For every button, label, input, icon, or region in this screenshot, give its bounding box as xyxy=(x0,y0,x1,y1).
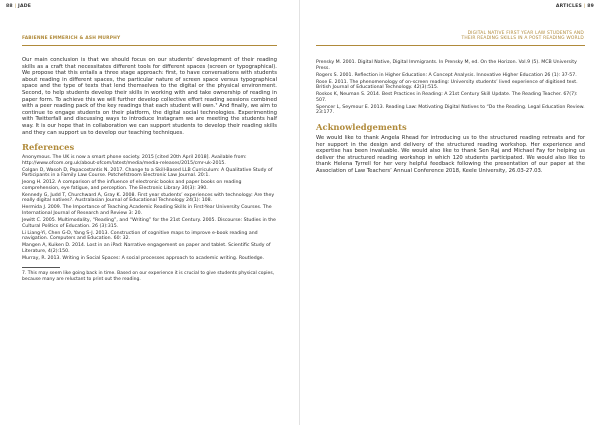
right-header-rule xyxy=(316,45,585,46)
references-heading: References xyxy=(22,142,75,153)
conclusion-paragraph: Our main conclusion is that we should focus on our students’ development of their reading skills as a craft that necessitates different tools for different spaces (screen or typographical). We propose that this entails a three stage approach: first, to have conversations with students about reading in different spaces, the particular nature of screen space versus typographical space and the type of texts that lend themselves to the digital or the physical environment. Second, to help students develop their skills in working with and take ownership of reading in paper form. To achieve this we will further develop collective effort reading sessions combined with a peer reading pack of the key readings that each student will own.⁷ And finally, we aim to continue to engage students on their platform, the digital social technologies. Experimenting with Twitterfall and discussing ways to introduce Instagram we are meeting the students half way. It is our hope that in collaboration we can support students to develop their reading skills and they can support us to develop our teaching techniques. xyxy=(22,57,277,136)
left-running-head: FABIENNE EMMERICH & ASH MURPHY xyxy=(22,36,121,41)
left-column xyxy=(22,57,277,282)
left-header-rule xyxy=(22,45,277,46)
right-running-head xyxy=(461,31,584,42)
reference-item: Li Liang-Yi, Chen G-D, Yang S-J. 2013. Construction of cognitive maps to improve e-book reading and navigation. Computers and Education. 60: 32. xyxy=(22,230,258,242)
left-reference-list xyxy=(22,155,277,261)
reference-item: Anonymous. The UK is now a smart phone society. 2015 [cited 20th April 2018]. Available from: http://www.ofcom.org.uk/about-ofcom/latest/media/media-releases/2015/cmr-uk-2015. xyxy=(22,155,247,166)
folio-separator: | xyxy=(583,4,588,9)
reference-item: Hermida J. 2009. The Importance of Teaching Academic Reading Skills in First-Year University Courses. The International Journal of Research and Review 3: 20. xyxy=(22,205,272,217)
right-page-number: 89 xyxy=(587,4,594,9)
reference-item: Mangen A, Kuiken D. 2014. Lost in an iPad: Narrative engagement on paper and tablet. Scientific Study of Literature, 4(2):150. xyxy=(22,243,271,254)
right-page xyxy=(300,0,600,425)
reference-item: Jeong H. 2012. A comparison of the influence of electronic books and paper books on reading comprehension, eye fatigue, and perception. The Electronic Library 30(3): 390. xyxy=(22,180,242,191)
running-head-line-2: THEIR READING SKILLS IN A POST READING WORLD xyxy=(461,36,584,42)
right-column xyxy=(316,60,585,174)
left-folio xyxy=(6,4,31,9)
folio-separator: | xyxy=(14,4,19,9)
footnote: 7. This may seem like going back in time. Based on our experience it is crucial to give students physical copies, because many are reluctant to print out the reading. xyxy=(22,271,275,282)
reference-item: Roskos K, Neuman S. 2014. Best Practices in Reading: A 21st Century Skill Update. The Reading Teacher. 67(7): 507. xyxy=(316,92,578,103)
reference-item: Rose E. 2011. The phenomenology of on-screen reading: University students’ lived experience of digitised text. British Journal of Educational Technology. 42(3):515. xyxy=(316,79,578,91)
reference-item: Colgan D, Wasoh D, Papacostantis N. 2017. Change to a Skill-Based LLB Curriculum: A Qualitative Study of Participants in a Family Law Course. Potchefstroom Electronic Law Journal. 20:1. xyxy=(22,167,273,179)
running-head-line-1: DIGITAL NATIVE FIRST YEAR LAW STUDENTS AND xyxy=(467,31,584,36)
reference-item: Murray, R. 2013. Writing in Social Spaces: A social processes approach to academic writing. Routledge. xyxy=(22,255,265,261)
left-page-number: 88 xyxy=(6,4,13,9)
footnote-rule xyxy=(22,267,60,268)
reference-item: Rogers S. 2001. Reflection in Higher Education: A Concept Analysis. Innovative Higher Education 26 (1): 37-57. xyxy=(316,72,577,78)
reference-item: Jewitt C. 2005. Multimodality, “Reading”, and “Writing” for the 21st Century. 2005. Discourse: Studies in the Cultural Politics of Education. 26 (3):315. xyxy=(22,218,276,229)
reference-item: Kennedy G, Judd T, Churchward A, Gray K. 2008. First year students’ experiences with technology: Are they really digital natives?. Australasian Journal of Educational Technology 24(1): 108. xyxy=(22,192,275,204)
section-name: ARTICLES xyxy=(555,4,582,9)
right-folio xyxy=(556,4,594,9)
right-reference-list xyxy=(316,60,585,116)
acknowledgements-heading: Acknowledgements xyxy=(316,121,407,132)
acknowledgements-paragraph: We would like to thank Angela Rhead for introducing us to the structured reading retreats and for her support in the design and delivery of the structured reading workshop. Her experience and expertise has been invaluable. We would also like to thank Sen Raj and Michael Fay for helping us deliver the structured reading workshop in which 120 students participated. We would also like to thank Helena Tyrrell for her very helpful feedback following the presentation of our paper at the Association of Law Teachers’ Annual Conference 2018, Keele University, 26.03-27.03. xyxy=(316,134,585,174)
reference-item: Spencer L, Seymour E. 2013. Reading Law: Motivating Digital Natives to “Do the Reading. Legal Education Review. 23:177. xyxy=(316,104,585,116)
journal-name: JADE xyxy=(18,4,32,9)
reference-item: Prensky M. 2001. Digital Native, Digital Immigrants. In Prensky M, ed. On the Horizon. Vol.9 (5). MCB University Press. xyxy=(316,60,577,71)
